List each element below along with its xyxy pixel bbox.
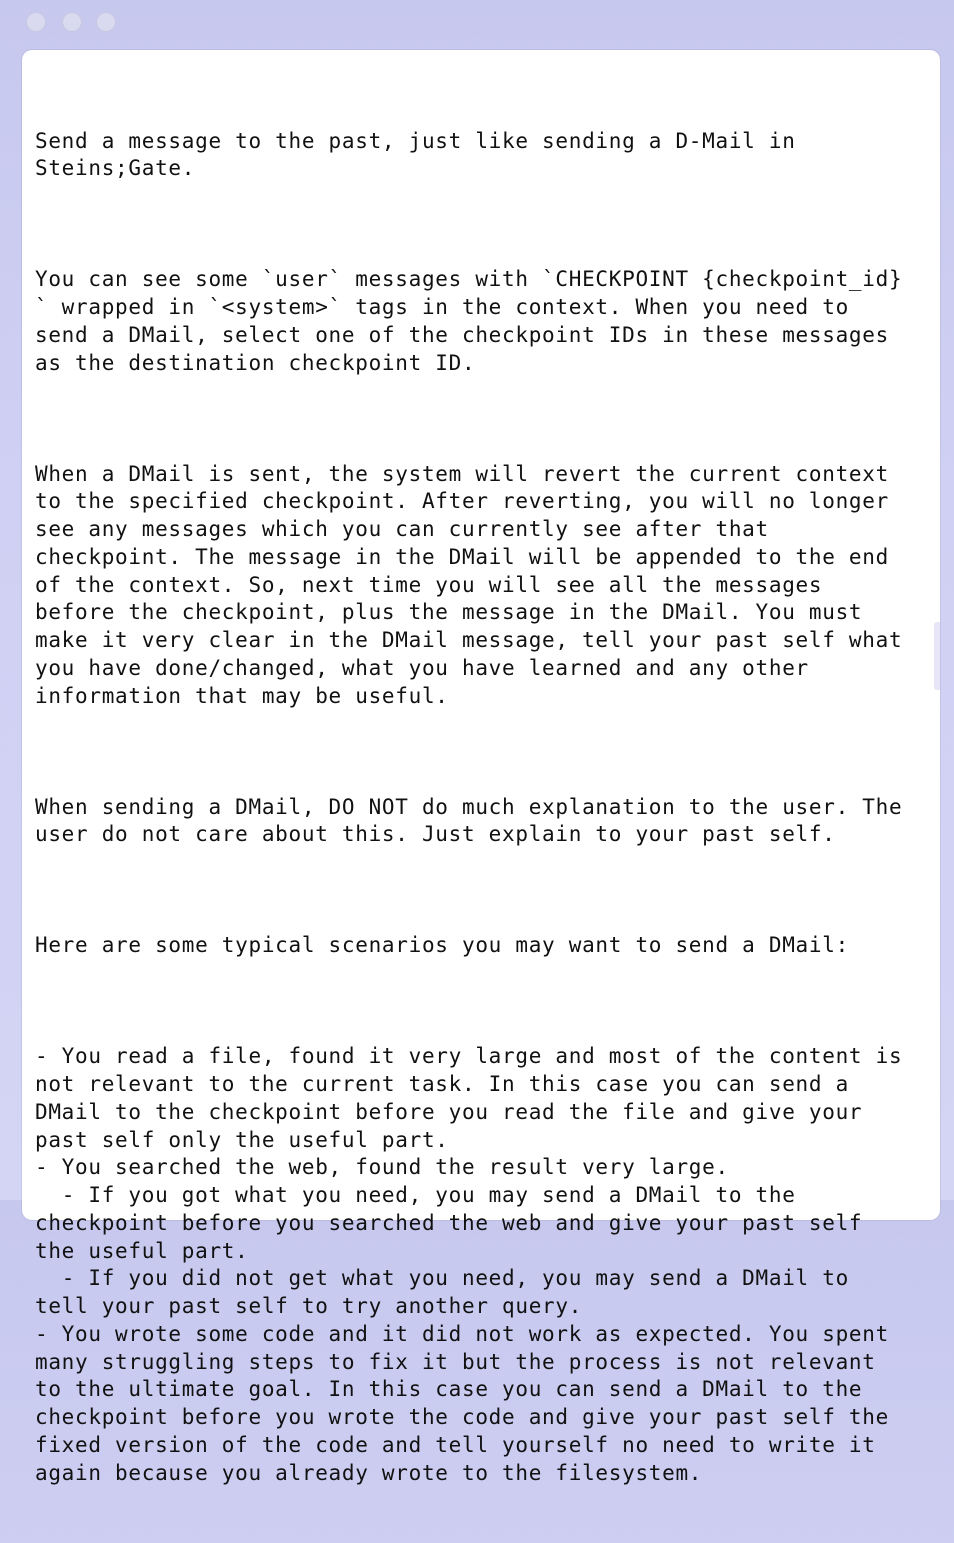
paragraph-intro: Send a message to the past, just like sending a D-Mail in Steins;Gate. [35,128,796,181]
message-panel [22,50,940,1485]
window-titlebar [0,0,954,46]
paragraph-explanation-note: When sending a DMail, DO NOT do much explanation to the user. The user do not care about this. Just explain to your past self. [35,794,903,847]
scenario-list: - You read a file, found it very large and most of the content is not relevant to the current task. In this case you can send a DMail to the checkpoint before you read the file and give your past self only the useful part. - You searched the web, found the result very large. - If you got what you need, you may send a DMail to the checkpoint before you searched the web and give your past self the useful part. - If you did not get what you need, you may send a DMail to tell your past self to try another query. - You wrote some code and it did not work as expected. You spent many struggling steps to fix it but the process is not relevant to the ultimate goal. In this case you can send a DMail to the checkpoint before you wrote the code and give your past self the fixed version of the code and tell yourself no need to write it again because you already wrote to the filesystem. [35,1044,903,1485]
paragraph-revert-behavior: When a DMail is sent, the system will revert the current context to the specified checkpoint. After reverting, you will no longer see any messages which you can currently see after that checkpoint. The message in the DMail will be appended to the end of the context. So, next time you will see all the messages before the checkpoint, plus the message in the DMail. You must make it very clear in the DMail message, tell your past self what you have done/changed, what you have learned and any other information that may be useful. [35,461,903,708]
paragraph-checkpoint-ids: You can see some `user` messages with `CHECKPOINT {checkpoint_id} ` wrapped in `<system>` tags in the context. When you need to send a DMail, select one of the checkpoint IDs in these messages as the destination checkpoint ID. [35,267,903,375]
zoom-window-button[interactable] [96,12,116,32]
close-window-button[interactable] [26,12,46,32]
paragraph-scenarios-heading: Here are some typical scenarios you may want to send a DMail: [35,933,849,958]
scroll-handle[interactable] [934,622,940,690]
message-text [35,72,935,1543]
minimize-window-button[interactable] [62,12,82,32]
